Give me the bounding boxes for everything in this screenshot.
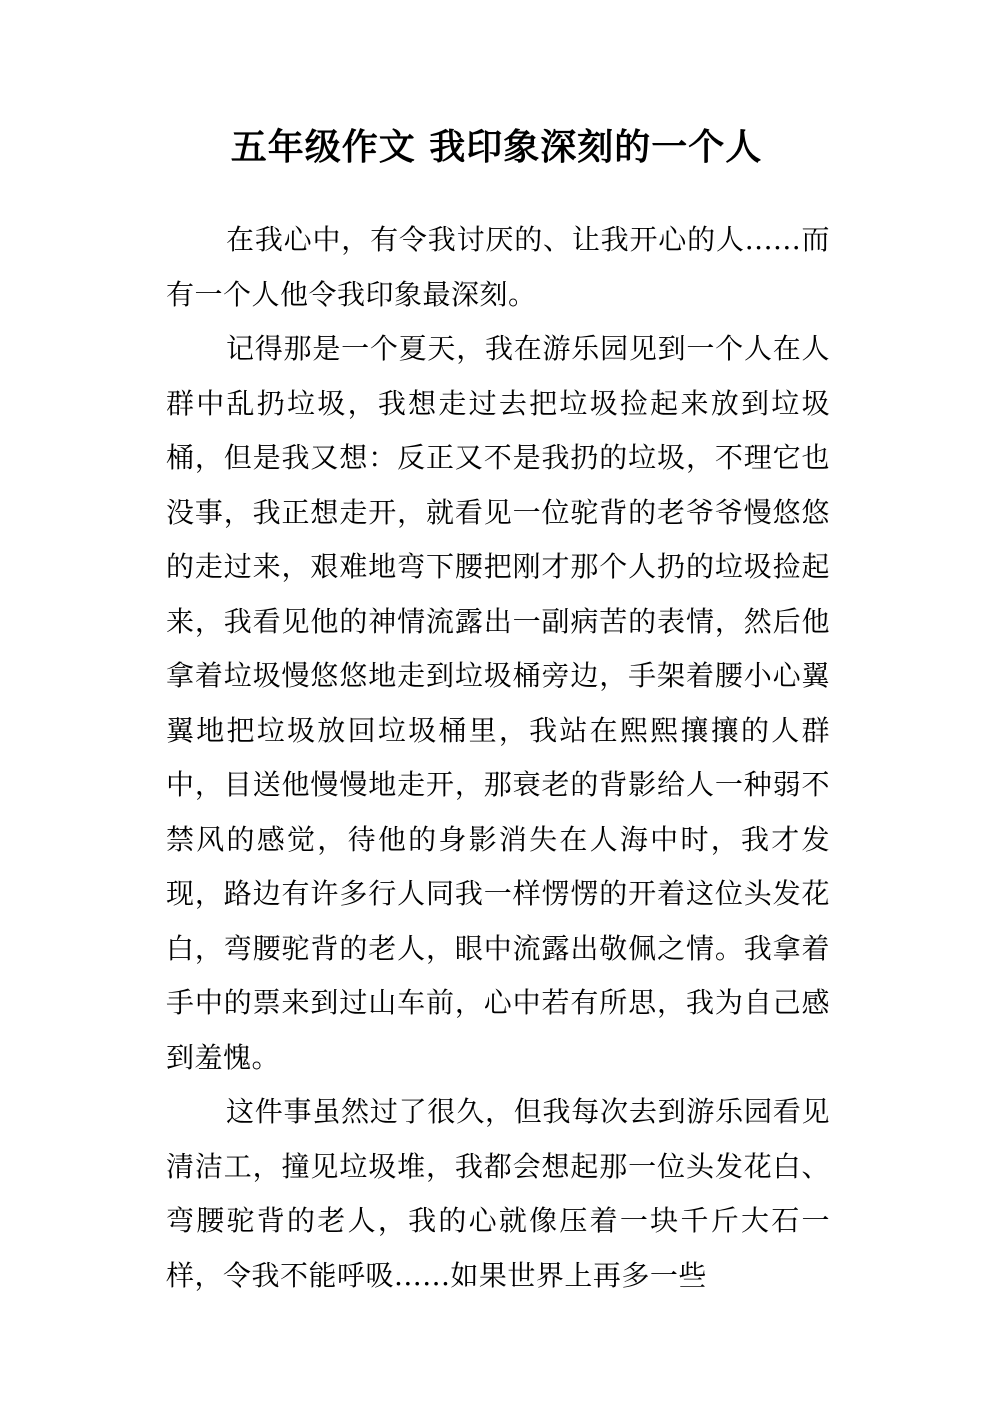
document-title: 五年级作文 我印象深刻的一个人 — [230, 127, 763, 168]
document-body — [166, 213, 830, 1303]
paragraph-story: 记得那是一个夏天，我在游乐园见到一个人在人群中乱扔垃圾，我想走过去把垃圾捡起来放到垃圾桶，但是我又想：反正又不是我扔的垃圾，不理它也没事，我正想走开，就看见一位驼背的老爷爷慢悠悠的走过来，艰难地弯下腰把刚才那个人扔的垃圾捡起来，我看见他的神情流露出一副病苦的表情，然后他拿着垃圾慢悠悠地走到垃圾桶旁边，手架着腰小心翼翼地把垃圾放回垃圾桶里，我站在熙熙攘攘的人群中，目送他慢慢地走开，那衰老的背影给人一种弱不禁风的感觉，待他的身影消失在人海中时，我才发现，路边有许多行人同我一样愣愣的开着这位头发花白，弯腰驼背的老人，眼中流露出敬佩之情。我拿着手中的票来到过山车前，心中若有所思，我为自己感到羞愧。 — [166, 332, 830, 1074]
paragraph-intro: 在我心中，有令我讨厌的、让我开心的人......而有一个人他令我印象最深刻。 — [166, 223, 830, 311]
paragraph-reflection: 这件事虽然过了很久，但我每次去到游乐园看见清洁工，撞见垃圾堆，我都会想起那一位头发花白、弯腰驼背的老人，我的心就像压着一块千斤大石一样，令我不能呼吸......如果世界上再多一些 — [166, 1095, 830, 1292]
